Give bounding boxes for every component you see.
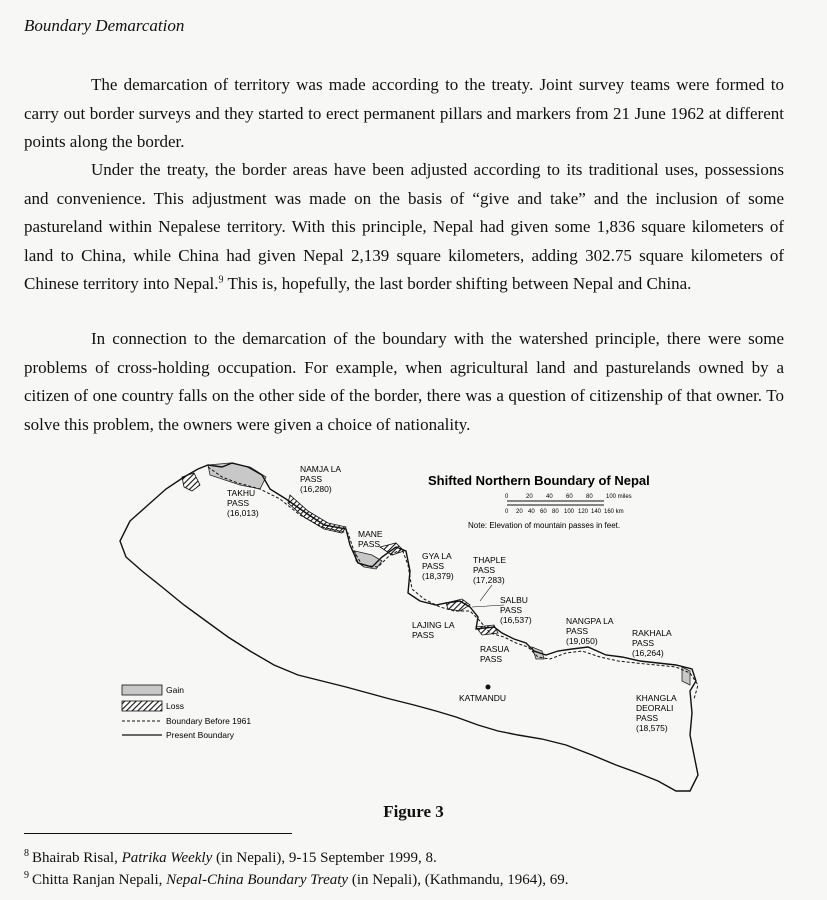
- legend-present-label: Present Boundary: [166, 730, 235, 740]
- label-nangpa-la: NANGPA LA PASS (19,050): [566, 616, 614, 646]
- footnote-ref-9: 9: [218, 274, 224, 286]
- legend-gain-swatch: [122, 685, 162, 695]
- scale-bar: [505, 494, 632, 515]
- footnote-9-title: Nepal-China Boundary Treaty: [166, 872, 349, 888]
- footnote-divider: [24, 833, 292, 834]
- label-salbu: SALBU PASS (16,537): [500, 595, 532, 625]
- label-lajing-la: LAJING LA PASS: [412, 620, 455, 640]
- legend-loss-label: Loss: [166, 701, 184, 711]
- legend-before-label: Boundary Before 1961: [166, 716, 252, 726]
- footnote-9-number: 9: [24, 870, 29, 881]
- label-namja-la: NAMJA LA PASS (16,280): [300, 464, 341, 494]
- legend-loss-swatch: [122, 701, 162, 711]
- scale-mile-60: 60: [566, 494, 573, 500]
- label-gya-la: GYA LA PASS (18,379): [422, 551, 454, 581]
- label-rasua: RASUA PASS: [480, 644, 509, 664]
- legend-gain-label: Gain: [166, 685, 184, 695]
- footnote-8-number: 8: [24, 848, 29, 859]
- nepal-boundary-map: [110, 455, 710, 800]
- scale-km-20: 20: [516, 509, 523, 515]
- scale-km-40: 40: [528, 509, 535, 515]
- map-note: Note: Elevation of mountain passes in feet.: [468, 521, 621, 530]
- paragraph-3: In connection to the demarcation of the boundary with the watershed principle, there were some problems of cross-holding occupation. For example, when agricultural land and pasturelands owned by a citizen of one country falls on the other side of the border, there was a question of citizenship of that owner. To solve this problem, the owners were given a choice of nationality.: [24, 329, 784, 434]
- footnote-9-pre: Chitta Ranjan Nepali,: [32, 872, 167, 888]
- figure-caption: Figure 3: [383, 802, 444, 821]
- paragraph-2-text-b: This is, hopefully, the last border shifting between Nepal and China.: [223, 274, 692, 293]
- scale-km-140: 140: [591, 509, 602, 515]
- scale-km-80: 80: [552, 509, 559, 515]
- footnote-8-title: Patrika Weekly: [121, 850, 213, 866]
- boundary-before-1961-line: [208, 467, 698, 699]
- label-kathmandu: KATMANDU: [459, 693, 507, 703]
- footnote-8: [24, 848, 437, 868]
- footnote-9: [24, 870, 568, 890]
- label-mane: MANE PASS: [358, 529, 383, 549]
- footnote-9-post: (in Nepali), (Kathmandu, 1964), 69.: [348, 872, 569, 888]
- scale-mile-40: 40: [546, 494, 553, 500]
- label-khangla-deorali: KHANGLA DEORALI PASS (18,575): [636, 693, 677, 733]
- scale-km-120: 120: [578, 509, 589, 515]
- paragraph-1: The demarcation of territory was made according to the treaty. Joint survey teams were formed to carry out border surveys and they started to erect permanent pillars and markers from 21 June 1962 at different points along the border.: [24, 75, 784, 151]
- scale-km-60: 60: [540, 509, 547, 515]
- label-takhu: TAKHU PASS (16,013): [227, 488, 259, 518]
- label-rakhala: RAKHALA PASS (16,264): [632, 628, 672, 658]
- scale-mile-0: 0: [505, 494, 509, 500]
- scale-km-100: 100: [564, 509, 575, 515]
- map-title: Shifted Northern Boundary of Nepal: [428, 473, 650, 488]
- footnote-8-post: (in Nepali), 9-15 September 1999, 8.: [212, 850, 437, 866]
- kathmandu-marker: [486, 685, 491, 690]
- paragraph-2: [24, 156, 784, 299]
- scale-mile-100: 100 miles: [606, 494, 632, 500]
- scale-mile-80: 80: [586, 494, 593, 500]
- footnote-8-pre: Bhairab Risal,: [32, 850, 122, 866]
- paragraph-2-text-a: Under the treaty, the border areas have been adjusted according to its traditional uses, possessions and convenience. This adjustment was made on the basis of “give and take” and the inclusion of some pastureland within Nepalese territory. With this principle, Nepal had given some 1,836 square kilometers of land to China, while China had given Nepal 2,139 square kilometers, adding 302.75 square kilometers of Chinese territory into Nepal.: [24, 160, 784, 293]
- scale-km-160: 160 km: [604, 509, 624, 515]
- scale-mile-20: 20: [526, 494, 533, 500]
- section-header: Boundary Demarcation: [24, 16, 185, 35]
- label-thaple: THAPLE PASS (17,283): [473, 555, 507, 585]
- map-legend: [122, 685, 251, 740]
- scale-km-0: 0: [505, 509, 509, 515]
